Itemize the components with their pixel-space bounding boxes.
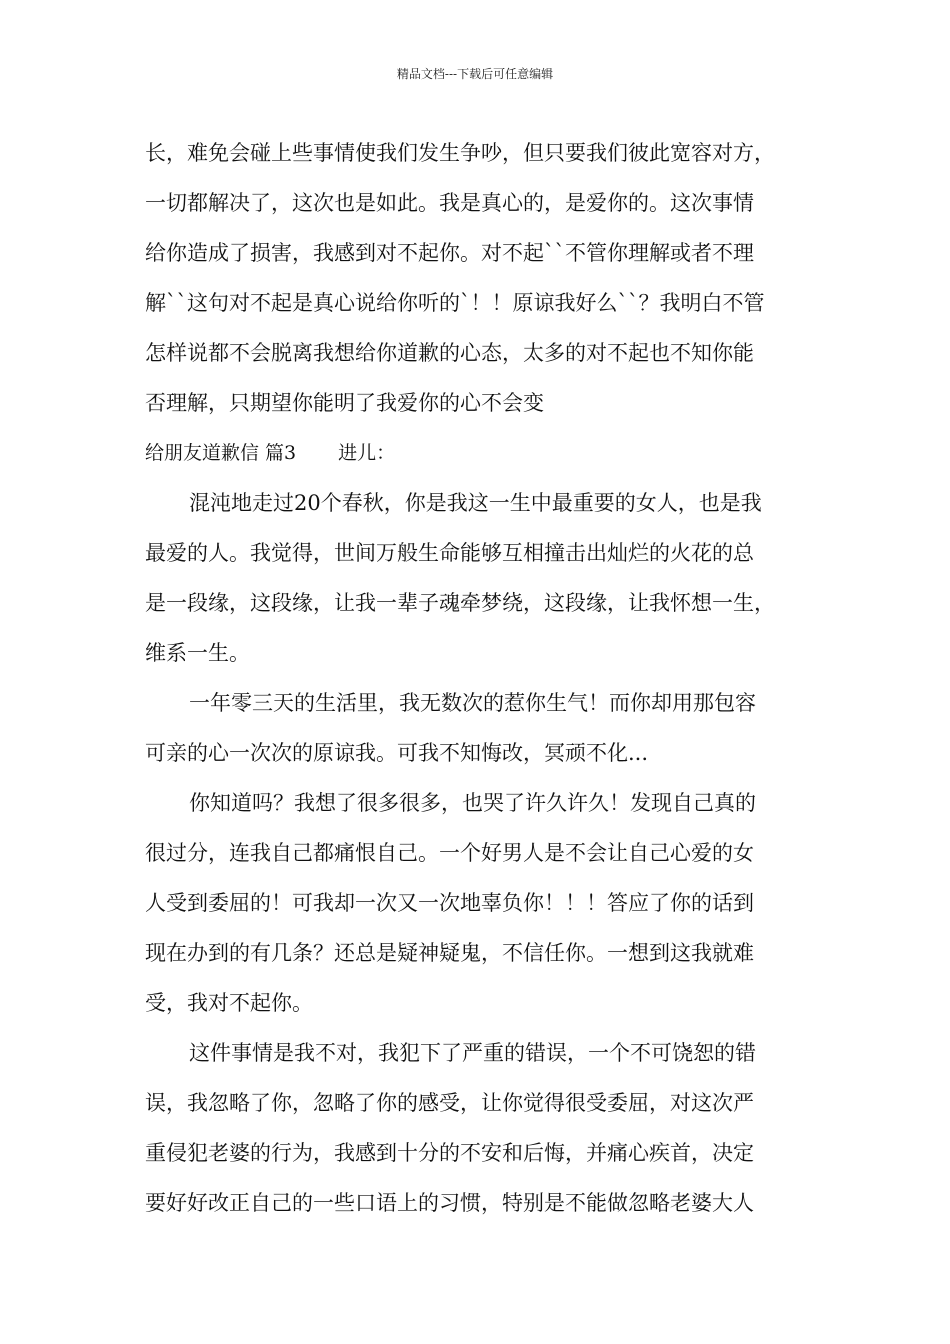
text-line: 可亲的心一次次的原谅我。可我不知悔改，冥顽不化... (145, 741, 649, 765)
text-line: 一年零三天的生活里，我无数次的惹你生气！而你却用那包容 (189, 691, 756, 715)
text-line: 给你造成了损害，我感到对不起你。对不起``不管你理解或者不理 (145, 241, 754, 265)
text-line: 现在办到的有几条？还总是疑神疑鬼，不信任你。一想到这我就难 (145, 941, 754, 965)
text-line: 你知道吗？我想了很多很多，也哭了许久许久！发现自己真的 (189, 791, 756, 815)
text-line: 受，我对不起你。 (145, 991, 313, 1015)
paragraph-1 (145, 478, 825, 678)
section-title: 给朋友道歉信 篇3 (145, 442, 297, 464)
text-line: 很过分，连我自己都痛恨自己。一个好男人是不会让自己心爱的女 (145, 841, 754, 865)
paragraph-2 (145, 678, 825, 778)
text-line: 重侵犯老婆的行为，我感到十分的不安和后悔，并痛心疾首，决定 (145, 1141, 754, 1165)
text-line: 怎样说都不会脱离我想给你道歉的心态，太多的对不起也不知你能 (145, 341, 754, 365)
document-body (145, 128, 825, 1228)
text-line: 要好好改正自己的一些口语上的习惯，特别是不能做忽略老婆大人 (145, 1191, 754, 1215)
text-line: 混沌地走过20个春秋，你是我这一生中最重要的女人，也是我 (189, 491, 762, 515)
text-line: 一切都解决了，这次也是如此。我是真心的，是爱你的。这次事情 (145, 191, 754, 215)
text-line: 误，我忽略了你，忽略了你的感受，让你觉得很受委屈，对这次严 (145, 1091, 754, 1115)
text-line: 维系一生。 (145, 641, 250, 665)
text-line: 否理解，只期望你能明了我爱你的心不会变 (145, 391, 544, 415)
text-line: 长，难免会碰上些事情使我们发生争吵，但只要我们彼此宽容对方， (145, 141, 775, 165)
paragraph-4 (145, 1028, 825, 1228)
page-header: 精品文档---下载后可任意编辑 (396, 67, 554, 81)
salutation: 进儿： (338, 442, 396, 464)
paragraph-3 (145, 778, 825, 1028)
section-heading (145, 428, 825, 478)
text-line: 解``这句对不起是真心说给你听的`！！原谅我好么``？我明白不管 (145, 291, 765, 315)
text-line: 这件事情是我不对，我犯下了严重的错误，一个不可饶恕的错 (189, 1041, 756, 1065)
text-line: 最爱的人。我觉得，世间万般生命能够互相撞击出灿烂的火花的总 (145, 541, 754, 565)
text-line: 是一段缘，这段缘，让我一辈子魂牵梦绕，这段缘，让我怀想一生， (145, 591, 775, 615)
text-line: 人受到委屈的！可我却一次又一次地辜负你！！！答应了你的话到 (145, 891, 754, 915)
intro-paragraph (145, 128, 825, 428)
